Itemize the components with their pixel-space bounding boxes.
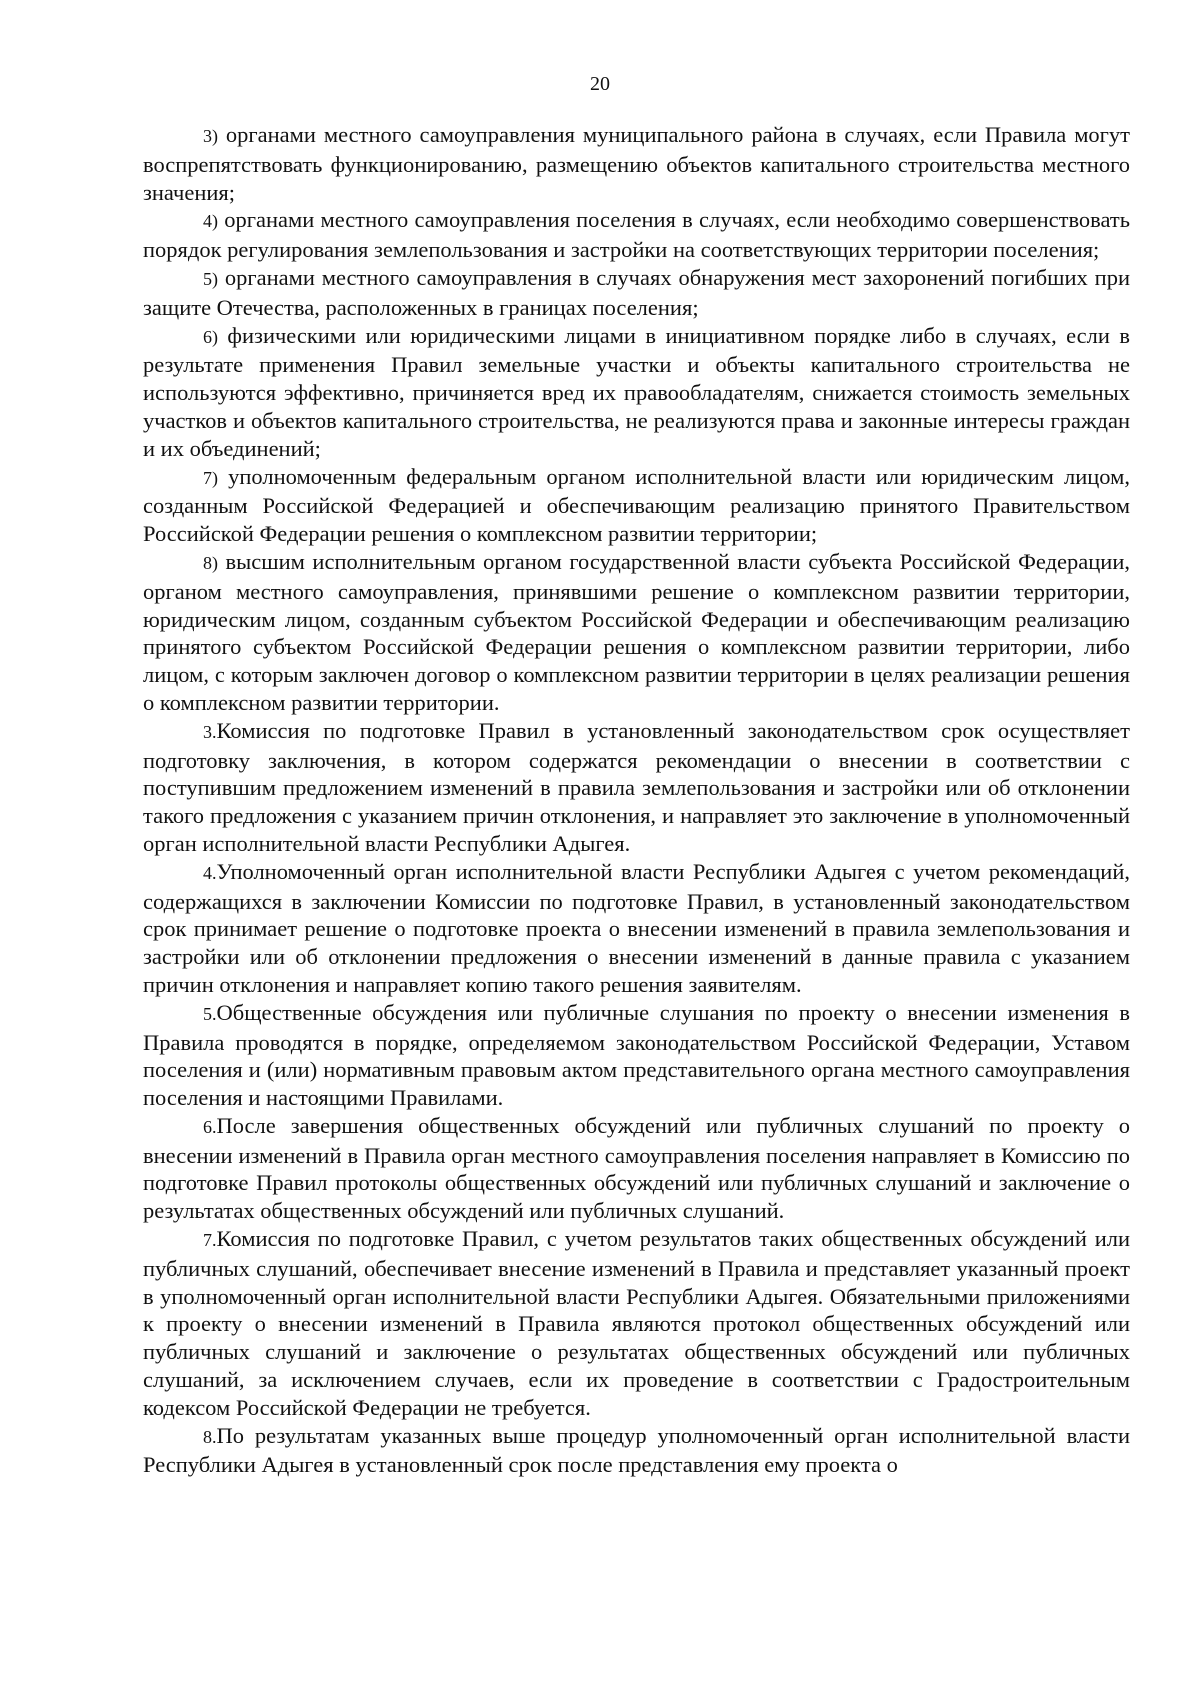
paragraph-item-3 xyxy=(143,121,1130,206)
paragraph-text: физическими или юридическими лицами в инициативном порядке либо в случаях, если в результате применения Правил земельные участки и объекты капитального строительства не используются эффективно, причиняется вред их правообладателям, снижается стоимость земельных участков и объектов капитального строительства, не реализуются права и законные интересы граждан и их объединений; xyxy=(143,322,1130,461)
clause-number: 3. xyxy=(203,721,217,742)
item-number: 7) xyxy=(203,467,218,488)
paragraph-text: После завершения общественных обсуждений или публичных слушаний по проекту о внесении изменений в Правила орган местного самоуправления поселения направляет в Комиссию по подготовке Правил протоколы общественных обсуждений или публичных слушаний и заключение о результатах общественных обсуждений или публичных слушаний. xyxy=(143,1112,1130,1224)
item-number: 8) xyxy=(203,552,218,573)
document-body xyxy=(143,121,1130,1479)
item-number: 4) xyxy=(203,211,218,232)
paragraph-text: высшим исполнительным органом государственной власти субъекта Российской Федерации, органом местного самоуправления, принявшими решение о комплексном развитии территории, юридическим лицом, созданным субъектом Российской Федерации и обеспечивающим реализацию принятого субъектом Российской Федерации решения о комплексном развитии территории, либо лицом, с которым заключен договор о комплексном развитии территории в целях реализации решения о комплексном развитии территории. xyxy=(143,548,1130,715)
paragraph-item-8 xyxy=(143,548,1130,717)
paragraph-clause-3 xyxy=(143,717,1130,858)
clause-number: 4. xyxy=(203,862,217,883)
clause-number: 5. xyxy=(203,1003,217,1024)
paragraph-text: Общественные обсуждения или публичные слушания по проекту о внесении изменения в Правила проводятся в порядке, определяемом законодательством Российской Федерации, Уставом поселения и (или) нормативным правовым актом представительного органа местного самоуправления поселения и настоящими Правилами. xyxy=(143,999,1130,1111)
paragraph-text: Комиссия по подготовке Правил, с учетом результатов таких общественных обсуждений или публичных слушаний, обеспечивает внесение изменений в Правила и представляет указанный проект в уполномоченный орган исполнительной власти Республики Адыгея. Обязательными приложениями к проекту о внесении изменений в Правила являются протокол общественных обсуждений или публичных слушаний и заключение о результатах общественных обсуждений или публичных слушаний, за исключением случаев, если их проведение в соответствии с Градостроительным кодексом Российской Федерации не требуется. xyxy=(143,1226,1130,1420)
paragraph-clause-8 xyxy=(143,1422,1130,1480)
paragraph-clause-7 xyxy=(143,1225,1130,1422)
paragraph-text: Комиссия по подготовке Правил в установленный законодательством срок осуществляет подготовку заключения, в котором содержатся рекомендации о внесении в соответствии с поступившим предложением изменений в правила землепользования и застройки или об отклонении такого предложения с указанием причин отклонения, и направляет это заключение в уполномоченный орган исполнительной власти Республики Адыгея. xyxy=(143,717,1130,856)
page-number: 20 xyxy=(590,73,610,95)
paragraph-text: органами местного самоуправления в случаях обнаружения мест захоронений погибших при защите Отечества, расположенных в границах поселения; xyxy=(143,264,1130,320)
paragraph-text: Уполномоченный орган исполнительной власти Республики Адыгея с учетом рекомендаций, содержащихся в заключении Комиссии по подготовке Правил, в установленный законодательством срок принимает решение о подготовке проекта о внесении изменений в правила землепользования и застройки или об отклонении предложения о внесении изменений в данные правила с указанием причин отклонения и направляет копию такого решения заявителям. xyxy=(143,858,1130,997)
paragraph-item-7 xyxy=(143,463,1130,548)
item-number: 5) xyxy=(203,268,218,289)
clause-number: 7. xyxy=(203,1230,217,1251)
paragraph-item-5 xyxy=(143,264,1130,322)
clause-number: 6. xyxy=(203,1116,217,1137)
clause-number: 8. xyxy=(203,1426,217,1447)
paragraph-text: По результатам указанных выше процедур уполномоченный орган исполнительной власти Республики Адыгея в установленный срок после представления ему проекта о xyxy=(143,1422,1130,1478)
paragraph-item-6 xyxy=(143,322,1130,463)
item-number: 3) xyxy=(203,126,218,146)
paragraph-clause-4 xyxy=(143,858,1130,999)
paragraph-item-4 xyxy=(143,206,1130,264)
paragraph-text: органами местного самоуправления поселения в случаях, если необходимо совершенствовать порядок регулирования землепользования и застройки на соответствующих территории поселения; xyxy=(143,207,1130,263)
item-number: 6) xyxy=(203,326,218,347)
paragraph-text: уполномоченным федеральным органом исполнительной власти или юридическим лицом, созданным Российской Федерацией и обеспечивающим реализацию принятого Правительством Российской Федерации решения о комплексном развитии территории; xyxy=(143,463,1130,547)
paragraph-text: органами местного самоуправления муниципального района в случаях, если Правила могут воспрепятствовать функционированию, размещению объектов капитального строительства местного значения; xyxy=(143,122,1130,205)
paragraph-clause-6 xyxy=(143,1112,1130,1225)
paragraph-clause-5 xyxy=(143,999,1130,1112)
